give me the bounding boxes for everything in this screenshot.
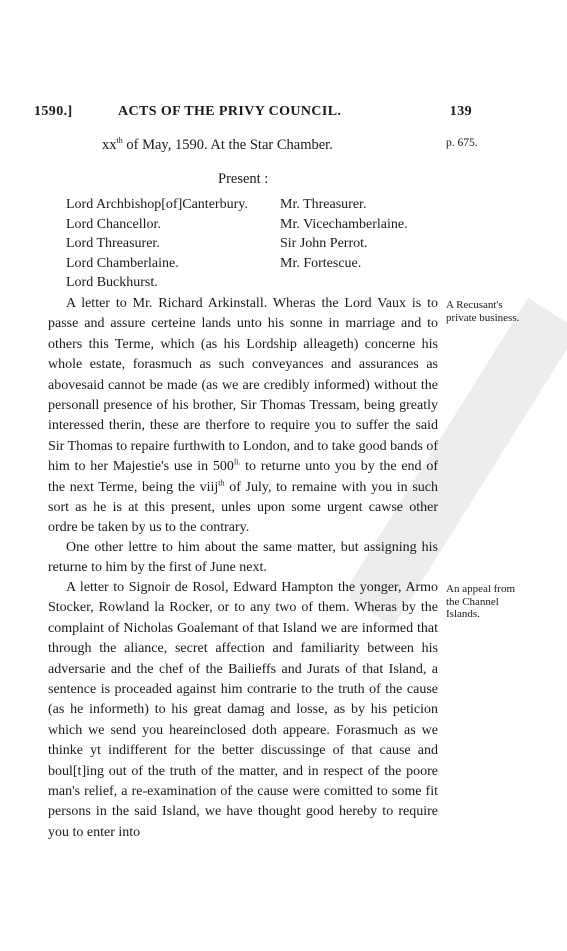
dateline	[102, 137, 333, 154]
paragraph-text: to returne unto you by the end of the next Terme, being the viij	[48, 459, 438, 495]
attendees-right-column	[280, 195, 408, 273]
header-year: 1590.]	[34, 104, 73, 119]
attendee: Lord Archbishop[of]Canterbury.	[66, 197, 248, 212]
paragraph-text: of July, to remaine with you in such sort as he is at this present, unles upon some urgent cawse other ordre be taken by us to the contrary.	[48, 479, 438, 536]
attendee: Mr. Vicechamberlaine.	[280, 216, 408, 232]
attendee: Lord Chancellor.	[66, 216, 161, 232]
paragraph-text: A letter to Mr. Richard Arkinstall. Wheras the Lord Vaux is to passe and assure certeine lands unto his sonne in marriage and to others this Terme, which (as his Lordship alleageth) concerne his whole estate, forasmuch as such conveyances and assurances as abovesaid cannot be made (as we are credibly informed) without the personall presence of his brother, Sir Thomas Tressam, being greatly interessed therin, these are therfore to require you to suffer the said Sir Thomas to repaire furthwith to London, and to take good bands of him to her Majestie's use in 500	[48, 296, 438, 475]
attendee: Sir John Perrot.	[280, 236, 368, 251]
dateline-suffix: th	[116, 136, 123, 146]
paragraph-rosol-letter: A letter to Signoir de Rosol, Edward Hampton the yonger, Armo Stocker, Rowland la Rocker, or to any two of them. Wheras by the complaint of Nicholas Goalemant of that Island we are informed that through the aliance, secret affection and familiarity between his adversarie and the chef of the Bailieffs and Jurats of that Island, a sentence is proceaded against him contrarie to the truth of the cause (as he informeth) to his great damag and losse, as by his peticion which we send you heareinclosed doth appeare. Forasmuch as we thinke yt indifferent for the better discussinge of that cause and boul[t]ing out of the truth of the matter, and in respect of the poore man's relief, a re-examination of the cause were comitted to some fit persons in the said Island, we have thought good hereby to require you to enter into	[48, 580, 438, 840]
superscript: th	[218, 478, 225, 487]
present-label: Present :	[218, 171, 269, 187]
dateline-prefix: xx	[102, 137, 117, 153]
paragraph-other-letter: One other lettre to him about the same matter, but assigning his returne to him by the first of June next.	[48, 540, 438, 576]
attendees-left-column	[66, 195, 248, 293]
attendee: Lord Threasurer.	[66, 236, 160, 251]
dateline-rest: of May, 1590. At the Star Chamber.	[122, 137, 333, 153]
attendee: Mr. Threasurer.	[280, 197, 367, 212]
page-number: 139	[449, 104, 472, 119]
header-title: ACTS OF THE PRIVY COUNCIL.	[118, 104, 342, 119]
paragraph-arkinstall-letter	[48, 294, 438, 539]
attendee: Lord Buckhurst.	[66, 275, 158, 290]
attendee: Lord Chamberlaine.	[66, 255, 179, 271]
superscript: li.	[233, 457, 241, 467]
sidenote-appeal: An appeal from the Channel Islands.	[446, 583, 516, 620]
attendee: Mr. Fortescue.	[280, 255, 362, 271]
page-reference: p. 675.	[446, 137, 478, 149]
sidenote-recusant: A Recusant's private business.	[446, 299, 520, 324]
